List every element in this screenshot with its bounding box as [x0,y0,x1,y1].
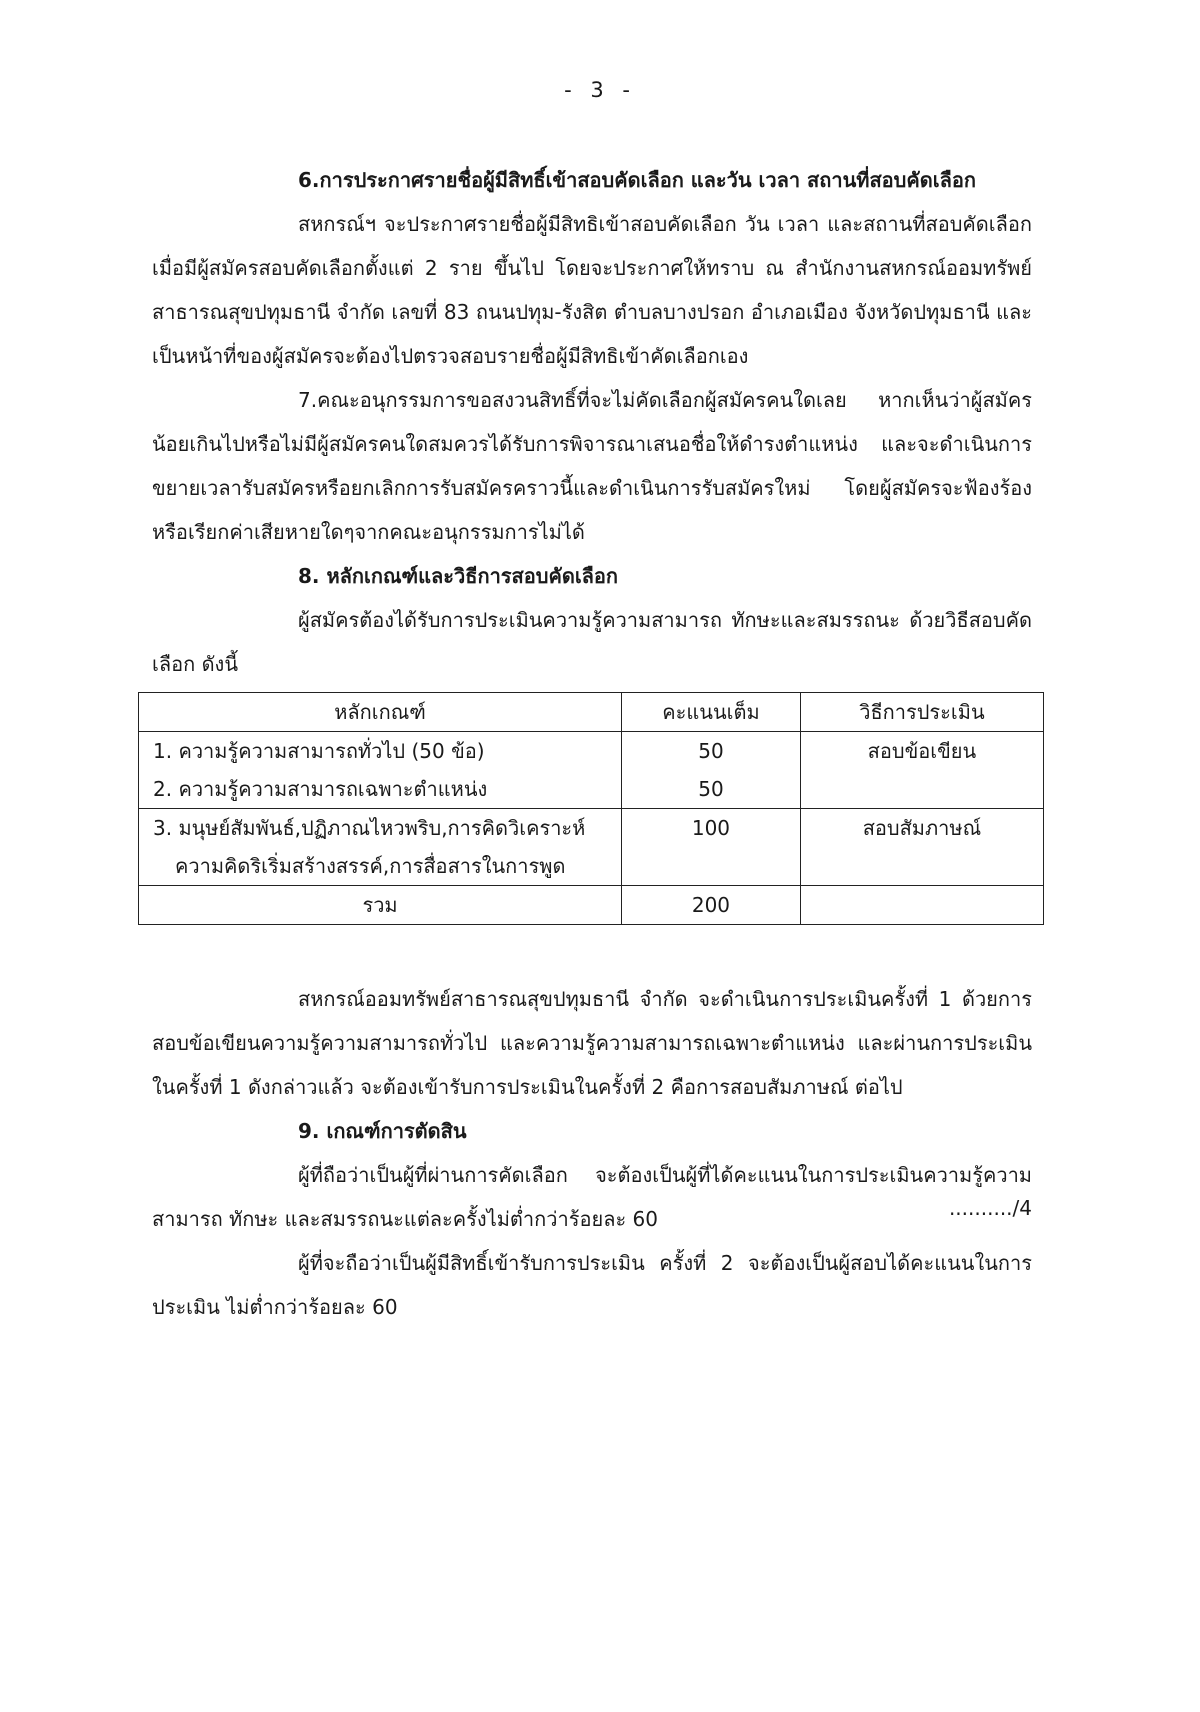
section-6-paragraph: สหกรณ์ฯ จะประกาศรายชื่อผู้มีสิทธิเข้าสอบคัดเลือก วัน เวลา และสถานที่สอบคัดเลือก เมื่อมีผู้สมัครสอบคัดเลือกตั้งแต่ 2 ราย ขึ้นไป โดยจะประกาศให้ทราบ ณ สำนักงานสหกรณ์ออมทรัพย์สาธารณสุขปทุมธานี จำกัด เลขที่ 83 ถนนปทุม-รังสิต ตำบลบางปรอก อำเภอเมือง จังหวัดปทุมธานี และเป็นหน้าที่ของผู้สมัครจะต้องไปตรวจสอบรายชื่อผู้มีสิทธิเข้าคัดเลือกเอง [152,212,1032,368]
section-6-heading: 6.การประกาศรายชื่อผู้มีสิทธิ์เข้าสอบคัดเลือก และวัน เวลา สถานที่สอบคัดเลือก [298,168,976,192]
section-8-intro: ผู้สมัครต้องได้รับการประเมินความรู้ความสามารถ ทักษะและสมรรถนะ ด้วยวิธีสอบคัดเลือก ดังนี้ [152,608,1032,676]
score-cell [622,732,801,809]
criteria-cell [139,809,622,886]
score-item-3: 100 [622,809,801,886]
page-number: - 3 - [564,78,636,102]
criteria-table [138,692,1044,925]
criterion-item-1: 1. ความรู้ความสามารถทั่วไป (50 ข้อ) [153,739,485,763]
table-header-row [139,693,1044,732]
criterion-item-3-continued: ความคิดริเริ่มสร้างสรรค์,การสื่อสารในการพูด [175,854,566,878]
criterion-item-3: 3. มนุษย์สัมพันธ์,ปฏิภาณไหวพริบ,การคิดวิเคราะห์ [153,816,586,840]
document-body [152,158,1032,1329]
section-9-heading: 9. เกณฑ์การตัดสิน [298,1119,467,1143]
total-score: 200 [622,886,801,925]
section-9 [152,1109,1032,1329]
score-item-2: 50 [698,777,724,801]
section-8 [152,554,1032,1109]
section-6 [152,158,1032,378]
score-item-1: 50 [698,739,724,763]
table-row-written [139,732,1044,809]
total-label: รวม [139,886,622,925]
section-7-paragraph: 7.คณะอนุกรรมการขอสงวนสิทธิ์ที่จะไม่คัดเลือกผู้สมัครคนใดเลย หากเห็นว่าผู้สมัครน้อยเกินไปหรือไม่มีผู้สมัครคนใดสมควรได้รับการพิจารณาเสนอชื่อให้ดำรงตำแหน่ง และจะดำเนินการขยายเวลารับสมัครหรือยกเลิกการรับสมัครคราวนี้และดำเนินการรับสมัครใหม่ โดยผู้สมัครจะฟ้องร้องหรือเรียกค่าเสียหายใดๆจากคณะอนุกรรมการไม่ได้ [152,388,1032,544]
total-method-empty [800,886,1043,925]
section-7 [152,378,1032,554]
method-cell-interview: สอบสัมภาษณ์ [800,809,1043,886]
table-row-interview [139,809,1044,886]
section-9-paragraph-1: ผู้ที่ถือว่าเป็นผู้ที่ผ่านการคัดเลือก จะต้องเป็นผู้ที่ได้คะแนนในการประเมินความรู้ความสามารถ ทักษะ และสมรรถนะแต่ละครั้งไม่ต่ำกว่าร้อยละ 60 [152,1163,1032,1231]
section-8-heading: 8. หลักเกณฑ์และวิธีการสอบคัดเลือก [298,564,619,588]
section-9-paragraph-2: ผู้ที่จะถือว่าเป็นผู้มีสิทธิ์เข้ารับการประเมิน ครั้งที่ 2 จะต้องเป็นผู้สอบได้คะแนนในการประเมิน ไม่ต่ำกว่าร้อยละ 60 [152,1251,1032,1319]
section-8-after-table: สหกรณ์ออมทรัพย์สาธารณสุขปทุมธานี จำกัด จะดำเนินการประเมินครั้งที่ 1 ด้วยการสอบข้อเขียนความรู้ความสามารถทั่วไป และความรู้ความสามารถเฉพาะตำแหน่ง และผ่านการประเมินในครั้งที่ 1 ดังกล่าวแล้ว จะต้องเข้ารับการประเมินในครั้งที่ 2 คือการสอบสัมภาษณ์ ต่อไป [152,987,1032,1099]
method-cell-written: สอบข้อเขียน [800,732,1043,809]
header-method: วิธีการประเมิน [800,693,1043,732]
table-total-row [139,886,1044,925]
criteria-cell [139,732,622,809]
header-full-score: คะแนนเต็ม [622,693,801,732]
criterion-item-2: 2. ความรู้ความสามารถเฉพาะตำแหน่ง [153,777,488,801]
header-criteria: หลักเกณฑ์ [139,693,622,732]
continuation-marker: ........../4 [948,1196,1032,1220]
